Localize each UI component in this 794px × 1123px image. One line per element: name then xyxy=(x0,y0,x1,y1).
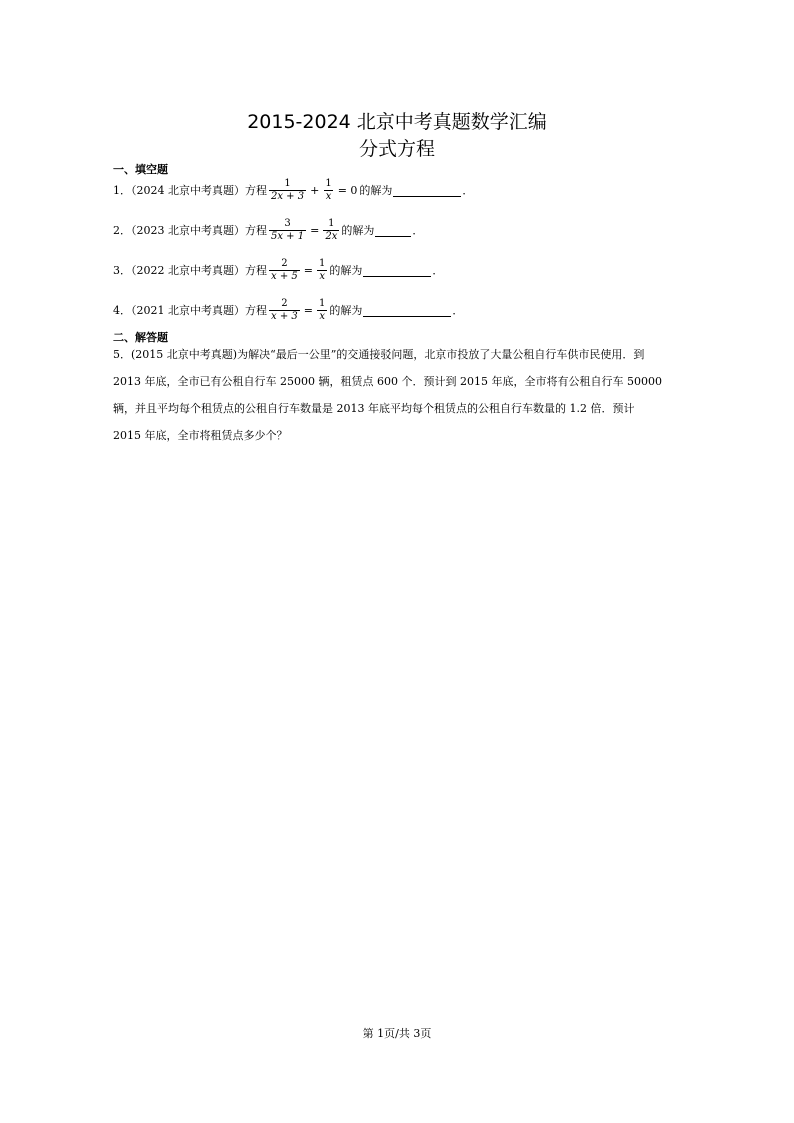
question-1-suffix: 的解为 xyxy=(359,183,393,197)
fraction-numerator: 3 xyxy=(284,218,291,229)
question-2-operator: = xyxy=(310,223,320,237)
question-3-fraction-2 xyxy=(317,258,327,283)
document-title: 2015-2024 北京中考真题数学汇编 xyxy=(247,111,547,133)
question-5 xyxy=(113,341,685,449)
question-3 xyxy=(113,258,443,283)
question-1-fraction-1 xyxy=(269,178,306,203)
fraction-numerator: 2 xyxy=(281,258,288,269)
question-1 xyxy=(113,178,473,203)
question-4-operator: = xyxy=(303,303,313,317)
question-2-prefix: 2．（2023 北京中考真题）方程 xyxy=(113,223,267,237)
question-1-end: ． xyxy=(462,183,474,197)
answer-blank[interactable] xyxy=(393,184,461,197)
question-2-fraction-1 xyxy=(269,218,306,243)
fraction-denominator: x xyxy=(325,191,332,202)
question-5-line-3: 辆，并且平均每个租赁点的公租自行车数量是 2013 年底平均每个租赁点的公租自行车数量的 1.2 倍．预计 xyxy=(113,402,635,415)
question-2 xyxy=(113,218,423,243)
section-solve-heading: 二、解答题 xyxy=(113,331,168,344)
question-4-suffix: 的解为 xyxy=(329,303,363,317)
fraction-numerator: 1 xyxy=(318,298,326,309)
question-5-line-2: 2013 年底，全市已有公租自行车 25000 辆，租赁点 600 个．预计到 2015 年底，全市将有公租自行车 50000 xyxy=(113,375,662,388)
question-2-suffix: 的解为 xyxy=(341,223,375,237)
answer-blank[interactable] xyxy=(375,224,411,237)
question-3-suffix: 的解为 xyxy=(329,263,363,277)
question-4-fraction-1 xyxy=(269,298,300,323)
question-5-line-1: 5．(2015 北京中考真题)为解决“最后一公里”的交通接驳问题，北京市投放了大量公租自行车供市民使用．到 xyxy=(113,348,645,361)
fraction-denominator: 5x + 1 xyxy=(271,231,305,242)
question-1-rhs: = 0 xyxy=(337,183,358,197)
fraction-denominator: 2x xyxy=(325,231,338,242)
question-2-fraction-2 xyxy=(323,218,339,243)
question-1-operator: + xyxy=(310,183,320,197)
question-4-fraction-2 xyxy=(317,298,327,323)
page-number-footer: 第 1页/共 3页 xyxy=(362,1027,432,1040)
fraction-numerator: 1 xyxy=(318,258,326,269)
question-4-prefix: 4．（2021 北京中考真题）方程 xyxy=(113,303,267,317)
fraction-numerator: 1 xyxy=(325,178,332,189)
fraction-denominator: x + 5 xyxy=(271,271,298,282)
question-1-prefix: 1．（2024 北京中考真题）方程 xyxy=(113,183,267,197)
question-3-fraction-1 xyxy=(269,258,300,283)
section-fill-in-heading: 一、填空题 xyxy=(113,163,168,176)
question-4 xyxy=(113,298,463,323)
answer-blank[interactable] xyxy=(363,304,451,317)
fraction-denominator: x xyxy=(319,311,325,322)
fraction-numerator: 1 xyxy=(284,178,291,189)
question-3-end: ． xyxy=(432,263,444,277)
question-3-prefix: 3．（2022 北京中考真题）方程 xyxy=(113,263,267,277)
question-5-line-4: 2015 年底，全市将租赁点多少个？ xyxy=(113,429,288,442)
question-1-fraction-2 xyxy=(323,178,333,203)
fraction-denominator: 2x + 3 xyxy=(271,191,305,202)
question-2-end: ． xyxy=(412,223,424,237)
fraction-denominator: x xyxy=(319,271,325,282)
fraction-numerator: 1 xyxy=(328,218,335,229)
fraction-denominator: x + 3 xyxy=(271,311,298,322)
document-subtitle: 分式方程 xyxy=(358,138,435,160)
question-3-operator: = xyxy=(303,263,313,277)
question-4-end: ． xyxy=(452,303,464,317)
fraction-numerator: 2 xyxy=(281,298,288,309)
answer-blank[interactable] xyxy=(363,264,431,277)
